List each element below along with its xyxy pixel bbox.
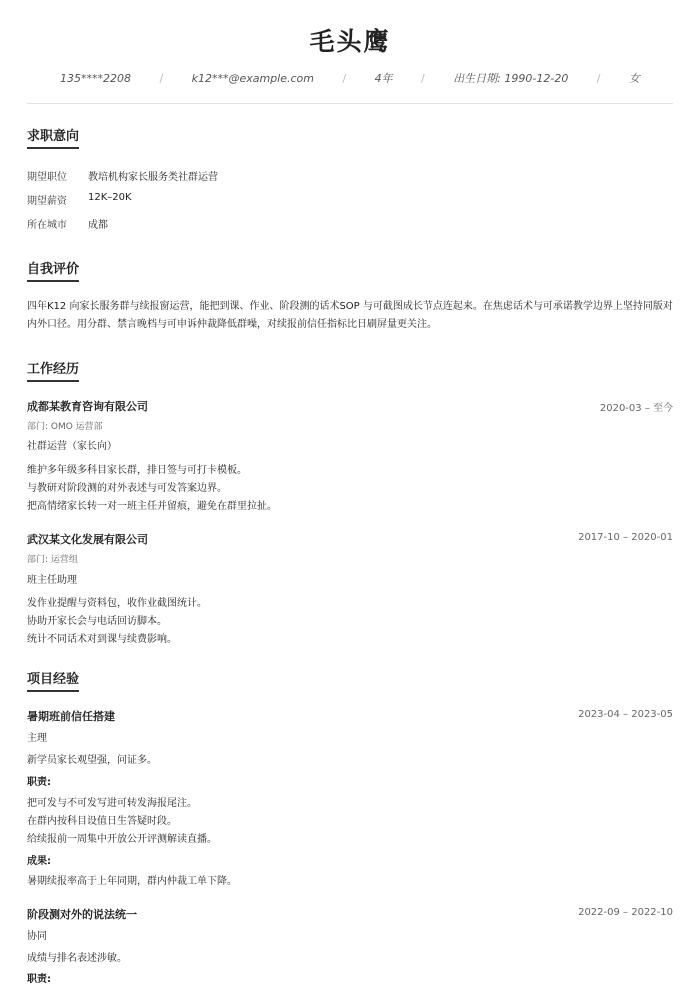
project-role: 主理 — [27, 733, 47, 744]
project-date: 2022-09 – 2022-10 — [578, 907, 673, 918]
work-department: 部门: OMO 运营部 — [27, 422, 103, 432]
intent-value-salary: 12K–20K — [88, 192, 132, 203]
project-background: 新学员家长观望强，问证多。 — [27, 755, 157, 766]
project-background: 成绩与排名表述涉敏。 — [27, 953, 127, 964]
work-duty-line: 统计不同话术对到课与续费影响。 — [27, 634, 177, 645]
project-duty-label: 职责: — [27, 974, 51, 985]
work-duty-line: 协助开家长会与电话回访脚本。 — [27, 616, 167, 627]
separator: / — [342, 71, 347, 85]
section-underline — [27, 690, 79, 692]
phone-number: 135****2208 — [60, 71, 131, 85]
summary-text: 四年K12 向家长服务群与续报窗运营，能把到课、作业、阶段测的话术SOP 与可截图成长节点连起来。在焦虑话术与可承诺教学边界上坚持同版对内外口径。用分群、禁言晚档与可申诉仲裁降低群噪，对续报前信任指标比日刷屏量更关注。 — [27, 301, 673, 330]
project-name: 阶段测对外的说法统一 — [27, 908, 137, 921]
separator: / — [421, 71, 425, 85]
section-title-projects: 项目经验 — [27, 672, 80, 687]
section-title-intent: 求职意向 — [27, 129, 80, 144]
work-duty-line: 发作业提醒与资料包，收作业截图统计。 — [27, 598, 207, 609]
birth-date: 出生日期: 1990-12-20 — [453, 72, 569, 85]
intent-label-position: 期望职位 — [27, 172, 67, 183]
separator: / — [596, 71, 601, 85]
section-underline — [27, 380, 79, 382]
work-company: 武汉某文化发展有限公司 — [27, 533, 148, 546]
work-date: 2020-03 – 至今 — [599, 403, 673, 414]
section-title-work: 工作经历 — [27, 362, 80, 377]
project-duty-label: 职责: — [27, 777, 51, 788]
project-duty-line: 给续报前一周集中开放公开评测解读直播。 — [27, 834, 217, 845]
work-department: 部门: 运营组 — [27, 555, 78, 565]
work-role: 社群运营（家长向） — [27, 441, 117, 452]
section-underline — [27, 147, 79, 149]
section-underline — [27, 280, 79, 282]
intent-value-city: 成都 — [88, 220, 108, 231]
project-date: 2023-04 – 2023-05 — [578, 709, 673, 720]
work-role: 班主任助理 — [27, 575, 77, 586]
project-result-label: 成果: — [27, 856, 51, 867]
work-company: 成都某教育咨询有限公司 — [27, 400, 148, 413]
contact-row — [60, 70, 640, 86]
intent-label-city: 所在城市 — [27, 220, 67, 231]
project-role: 协同 — [27, 931, 47, 942]
section-title-summary: 自我评价 — [27, 262, 80, 277]
candidate-name: 毛头鹰 — [309, 27, 391, 56]
project-name: 暑期班前信任搭建 — [27, 710, 115, 723]
intent-value-position: 教培机构家长服务类社群运营 — [88, 172, 218, 183]
separator: / — [159, 71, 164, 85]
intent-label-salary: 期望薪资 — [27, 196, 67, 207]
work-date: 2017-10 – 2020-01 — [578, 532, 673, 543]
gender: 女 — [628, 72, 640, 85]
years-experience: 4年 — [374, 72, 393, 85]
project-result-line: 暑期续报率高于上年同期，群内仲裁工单下降。 — [27, 876, 237, 887]
email-address: k12***@example.com — [191, 71, 314, 85]
work-duty-line: 把高情绪家长转一对一班主任并留痕，避免在群里拉扯。 — [27, 501, 277, 512]
work-duty-line: 与教研对阶段测的对外表述与可发答案边界。 — [27, 483, 227, 494]
work-duty-line: 维护多年级多科目家长群，排日签与可打卡模板。 — [27, 465, 247, 476]
project-duty-line: 把可发与不可发写进可转发海报尾注。 — [27, 798, 197, 809]
header-divider — [27, 103, 673, 104]
project-duty-line: 在群内按科目设值日生答疑时段。 — [27, 816, 177, 827]
